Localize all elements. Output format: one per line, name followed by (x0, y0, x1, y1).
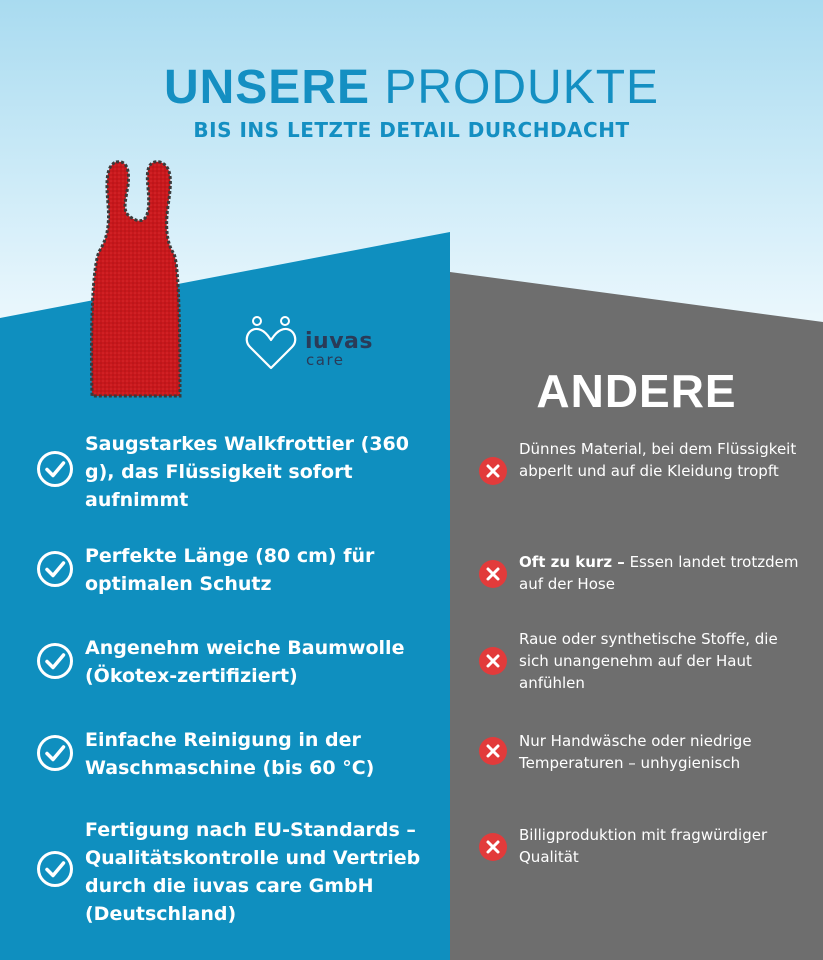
benefit-text: Angenehm weiche Baumwolle (Ökotex-zertifiziert) (85, 637, 405, 687)
logo-subword: care (306, 351, 345, 369)
benefit-text: Einfache Reinigung in der Waschmaschine (bis 60 °C) (85, 729, 375, 779)
others-title: ANDERE (536, 365, 737, 417)
benefit-text: Fertigung nach EU-Standards – Qualitätskontrolle und Vertrieb durch die iuvas care GmbH (Deutschland) (85, 819, 421, 925)
drawback-text: Dünnes Material, bei dem Flüssigkeit abperlt und auf die Kleidung tropft (519, 440, 797, 480)
check-circle-icon (36, 642, 74, 680)
logo-wordmark: iuvas (305, 329, 373, 354)
drawback-text: Raue oder synthetische Stoffe, die sich unangenehm auf der Haut anfühlen (519, 630, 778, 692)
check-circle-icon (36, 450, 74, 488)
drawback-text: Billigproduktion mit fragwürdiger Qualität (519, 826, 768, 866)
x-circle-icon (478, 832, 508, 862)
drawback-text (519, 551, 804, 595)
check-circle-icon (36, 550, 74, 588)
x-circle-icon (478, 736, 508, 766)
check-circle-icon (36, 734, 74, 772)
bib-product-image (88, 158, 188, 400)
x-circle-icon (478, 456, 508, 486)
drawback-text: Nur Handwäsche oder niedrige Temperaturen – unhygienisch (519, 732, 752, 772)
page-subtitle: BIS INS LETZTE DETAIL DURCHDACHT (193, 118, 630, 142)
check-circle-icon (36, 850, 74, 888)
x-circle-icon (478, 646, 508, 676)
drawback-bold: Oft zu kurz – (519, 553, 625, 571)
benefit-text: Perfekte Länge (80 cm) für optimalen Schutz (85, 545, 375, 595)
benefit-text: Saugstarkes Walkfrottier (360 g), das Flüssigkeit sofort aufnimmt (85, 433, 409, 511)
title-light: PRODUKTE (384, 61, 660, 114)
drawback-rest: Essen landet trotzdem auf der Hose (519, 553, 799, 593)
page-title (0, 62, 823, 114)
title-bold: UNSERE (163, 61, 370, 114)
x-circle-icon (478, 559, 508, 589)
